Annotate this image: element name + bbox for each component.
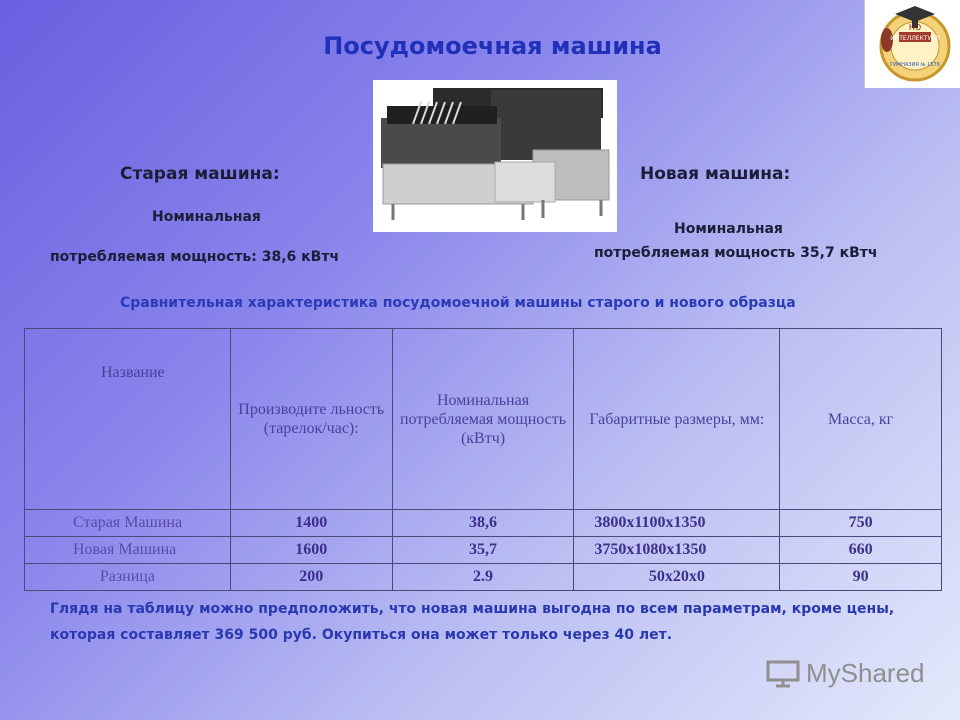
school-logo — [864, 0, 960, 88]
cell-name: Разница — [25, 564, 231, 591]
conclusion-text: Глядя на таблицу можно предположить, что новая машина выгодна по всем параметрам, кроме цены, которая составляет 369 500 руб. Окупиться она может только через 40 лет. — [50, 601, 895, 643]
cell-power: 35,7 — [392, 537, 574, 564]
new-power-line2: потребляемая мощность 35,7 кВтч — [594, 245, 878, 261]
table-subtitle: Сравнительная характеристика посудомоечной машины старого и нового образца — [120, 295, 796, 311]
page-title: Посудомоечная машина — [323, 32, 662, 60]
logo-text-line2: ИНТЕЛЛЕКТУАЛ — [890, 35, 940, 42]
cell-dimensions: 3800x1100x1350 — [574, 510, 780, 537]
watermark — [766, 655, 925, 691]
old-power-line2: потребляемая мощность: 38,6 кВтч — [50, 249, 340, 265]
header-mass: Масса, кг — [780, 329, 942, 510]
cell-productivity: 200 — [230, 564, 392, 591]
header-power: Номинальная потребляемая мощность (кВтч) — [392, 329, 574, 510]
cell-mass: 90 — [780, 564, 942, 591]
comparison-table — [24, 328, 942, 591]
table-header-row — [25, 329, 942, 510]
new-power-line1: Номинальная — [674, 221, 783, 237]
table-row — [25, 510, 942, 537]
cell-name: Новая Машина — [25, 537, 231, 564]
watermark-text: MyShared — [806, 657, 925, 688]
cell-mass: 660 — [780, 537, 942, 564]
old-power-line1: Номинальная — [152, 209, 261, 225]
header-name: Название — [25, 329, 231, 510]
cell-productivity: 1400 — [230, 510, 392, 537]
logo-text-line3: ГИМНАЗИЯ № 1576 — [890, 62, 940, 68]
cell-power: 2.9 — [392, 564, 574, 591]
header-dimensions: Габаритные размеры, мм: — [574, 329, 780, 510]
cell-mass: 750 — [780, 510, 942, 537]
cell-power: 38,6 — [392, 510, 574, 537]
cell-dimensions: 3750x1080x1350 — [574, 537, 780, 564]
cell-productivity: 1600 — [230, 537, 392, 564]
new-machine-label: Новая машина: — [640, 164, 791, 184]
logo-text-line1: НО — [908, 23, 922, 32]
old-machine-label: Старая машина: — [120, 164, 280, 184]
dishwasher-image — [373, 80, 617, 232]
header-productivity: Производите льность (тарелок/час): — [230, 329, 392, 510]
cell-dimensions: 50x20x0 — [574, 564, 780, 591]
table-row — [25, 537, 942, 564]
projector-icon — [766, 658, 800, 688]
table-row — [25, 564, 942, 591]
cell-name: Старая Машина — [25, 510, 231, 537]
